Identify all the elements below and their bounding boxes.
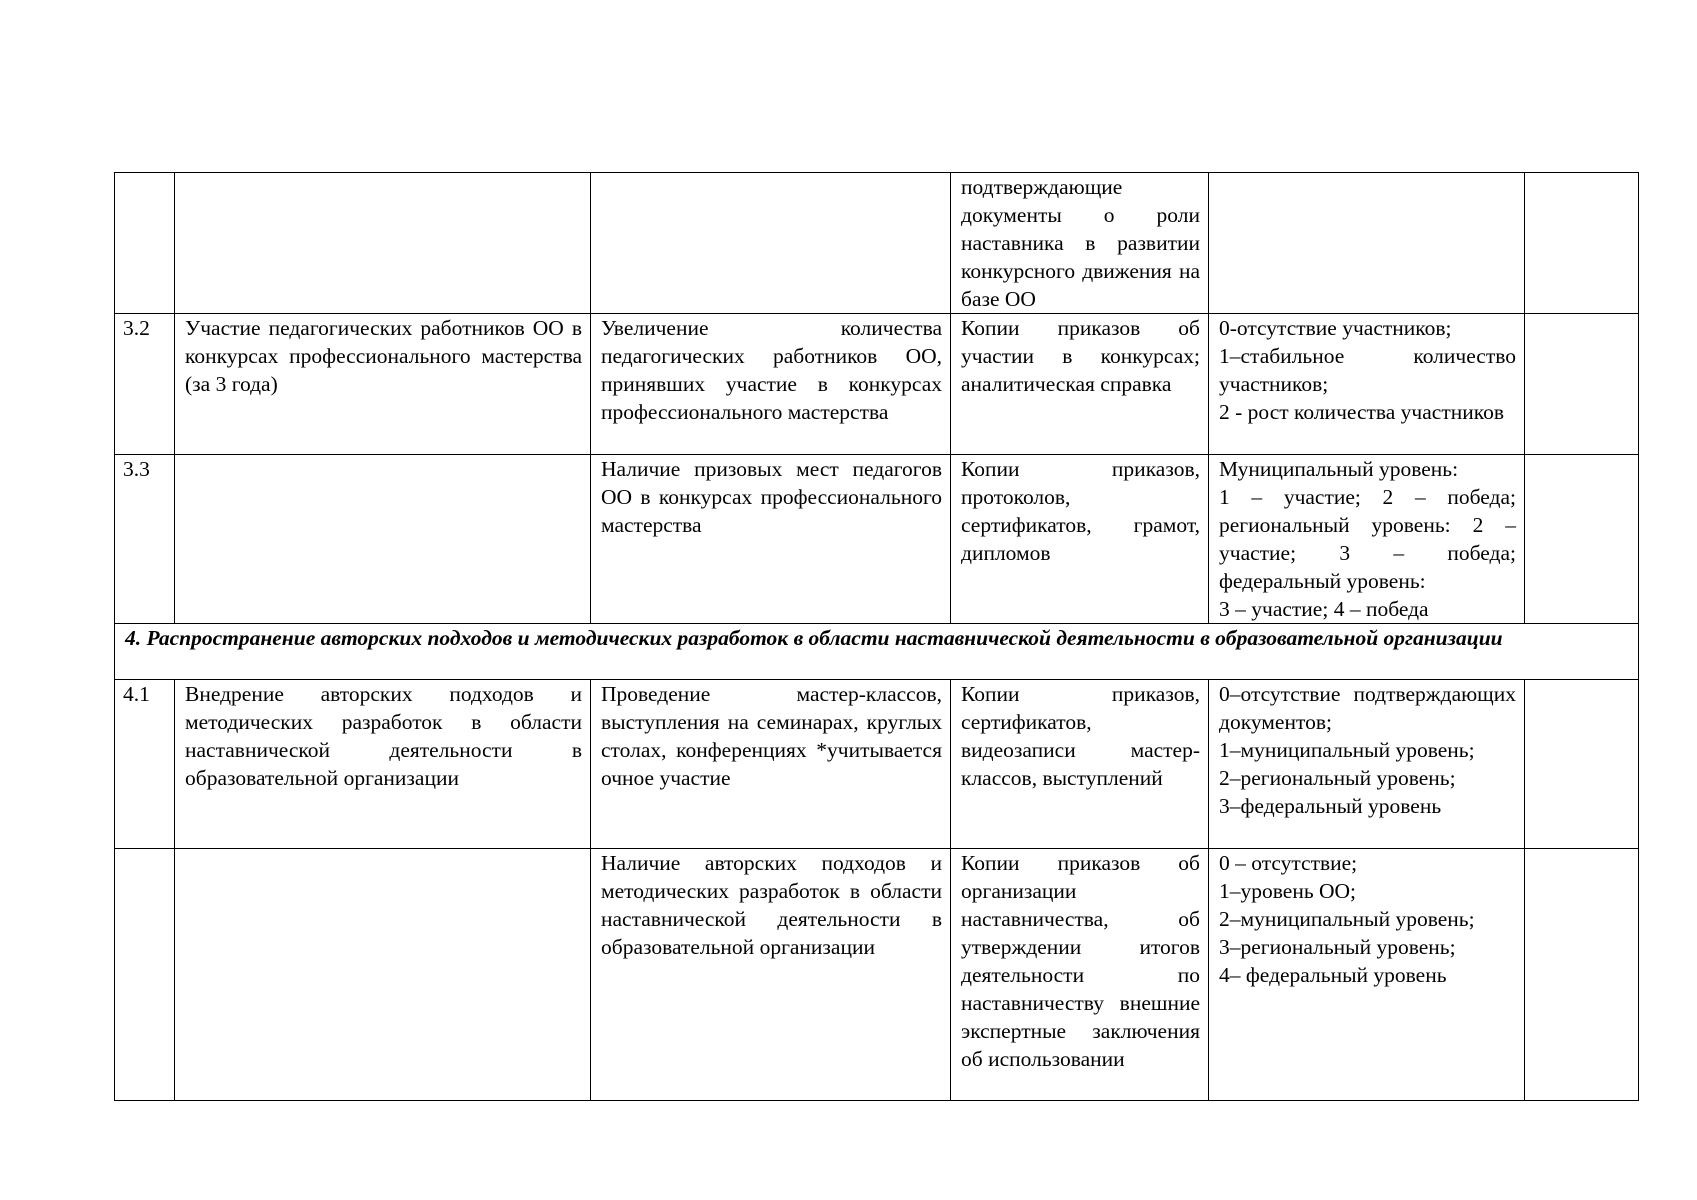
criterion-cell: Внедрение авторских подходов и методических разработок в области наставнической деятельности в образовательной организации bbox=[175, 680, 591, 849]
table-row bbox=[115, 314, 1639, 455]
scoring-line: 1 – участие; 2 – победа; региональный уровень: 2 – участие; 3 – победа; федеральный уровень: bbox=[1219, 485, 1516, 593]
scoring-line: 0–отсутствие подтверждающих документов; bbox=[1219, 682, 1516, 734]
scoring-line: 3 – участие; 4 – победа bbox=[1219, 597, 1429, 621]
scoring-cell bbox=[1209, 455, 1525, 624]
criterion-cell: Участие педагогических работников ОО в конкурсах профессионального мастерства (за 3 года) bbox=[175, 314, 591, 455]
scoring-line: 4– федеральный уровень bbox=[1219, 963, 1447, 987]
row-number bbox=[115, 849, 175, 1101]
documents-cell: подтверждающие документы о роли наставника в развитии конкурсного движения на базе ОО bbox=[951, 173, 1209, 314]
indicator-cell: Проведение мастер-классов, выступления на семинарах, круглых столах, конференциях *учитывается очное участие bbox=[591, 680, 951, 849]
scoring-cell bbox=[1209, 314, 1525, 455]
section-header-row bbox=[115, 624, 1639, 680]
indicator-cell: Увеличение количества педагогических работников ОО, принявших участие в конкурсах профессионального мастерства bbox=[591, 314, 951, 455]
scoring-line: 3–региональный уровень; bbox=[1219, 935, 1456, 959]
indicator-cell: Наличие авторских подходов и методических разработок в области наставнической деятельности в образовательной организации bbox=[591, 849, 951, 1101]
scoring-cell bbox=[1209, 849, 1525, 1101]
criterion-cell bbox=[175, 849, 591, 1101]
row-number: 3.3 bbox=[115, 455, 175, 624]
scoring-line: Муниципальный уровень: bbox=[1219, 457, 1459, 481]
scoring-cell bbox=[1209, 680, 1525, 849]
documents-cell: Копии приказов, сертификатов, видеозаписи мастер-классов, выступлений bbox=[951, 680, 1209, 849]
indicator-cell: Наличие призовых мест педагогов ОО в конкурсах профессионального мастерства bbox=[591, 455, 951, 624]
scoring-line: 2 - рост количества участников bbox=[1219, 400, 1504, 424]
documents-cell: Копии приказов об участии в конкурсах; аналитическая справка bbox=[951, 314, 1209, 455]
row-number: 3.2 bbox=[115, 314, 175, 455]
indicator-cell bbox=[591, 173, 951, 314]
scoring-cell bbox=[1209, 173, 1525, 314]
scoring-line: 1–стабильное количество участников; bbox=[1219, 344, 1516, 396]
criterion-cell bbox=[175, 173, 591, 314]
documents-cell: Копии приказов, протоколов, сертификатов, грамот, дипломов bbox=[951, 455, 1209, 624]
scoring-line: 0-отсутствие участников; bbox=[1219, 316, 1452, 340]
row-number bbox=[115, 173, 175, 314]
table-row bbox=[115, 849, 1639, 1101]
extra-cell bbox=[1525, 455, 1639, 624]
documents-cell: Копии приказов об организации наставничества, об утверждении итогов деятельности по наставничеству внешние экспертные заключения об использовании bbox=[951, 849, 1209, 1101]
table-row bbox=[115, 455, 1639, 624]
extra-cell bbox=[1525, 849, 1639, 1101]
table-row bbox=[115, 680, 1639, 849]
scoring-line: 1–уровень ОО; bbox=[1219, 879, 1357, 903]
scoring-line: 2–муниципальный уровень; bbox=[1219, 907, 1475, 931]
scoring-line: 2–региональный уровень; bbox=[1219, 766, 1456, 790]
extra-cell bbox=[1525, 173, 1639, 314]
criteria-table bbox=[114, 172, 1639, 1101]
table-row bbox=[115, 173, 1639, 314]
extra-cell bbox=[1525, 680, 1639, 849]
extra-cell bbox=[1525, 314, 1639, 455]
scoring-line: 1–муниципальный уровень; bbox=[1219, 738, 1475, 762]
criterion-cell bbox=[175, 455, 591, 624]
scoring-line: 3–федеральный уровень bbox=[1219, 794, 1442, 818]
scoring-line: 0 – отсутствие; bbox=[1219, 851, 1358, 875]
section-title: 4. Распространение авторских подходов и методических разработок в области наставнической деятельности в образовательной организации bbox=[115, 624, 1639, 680]
row-number: 4.1 bbox=[115, 680, 175, 849]
